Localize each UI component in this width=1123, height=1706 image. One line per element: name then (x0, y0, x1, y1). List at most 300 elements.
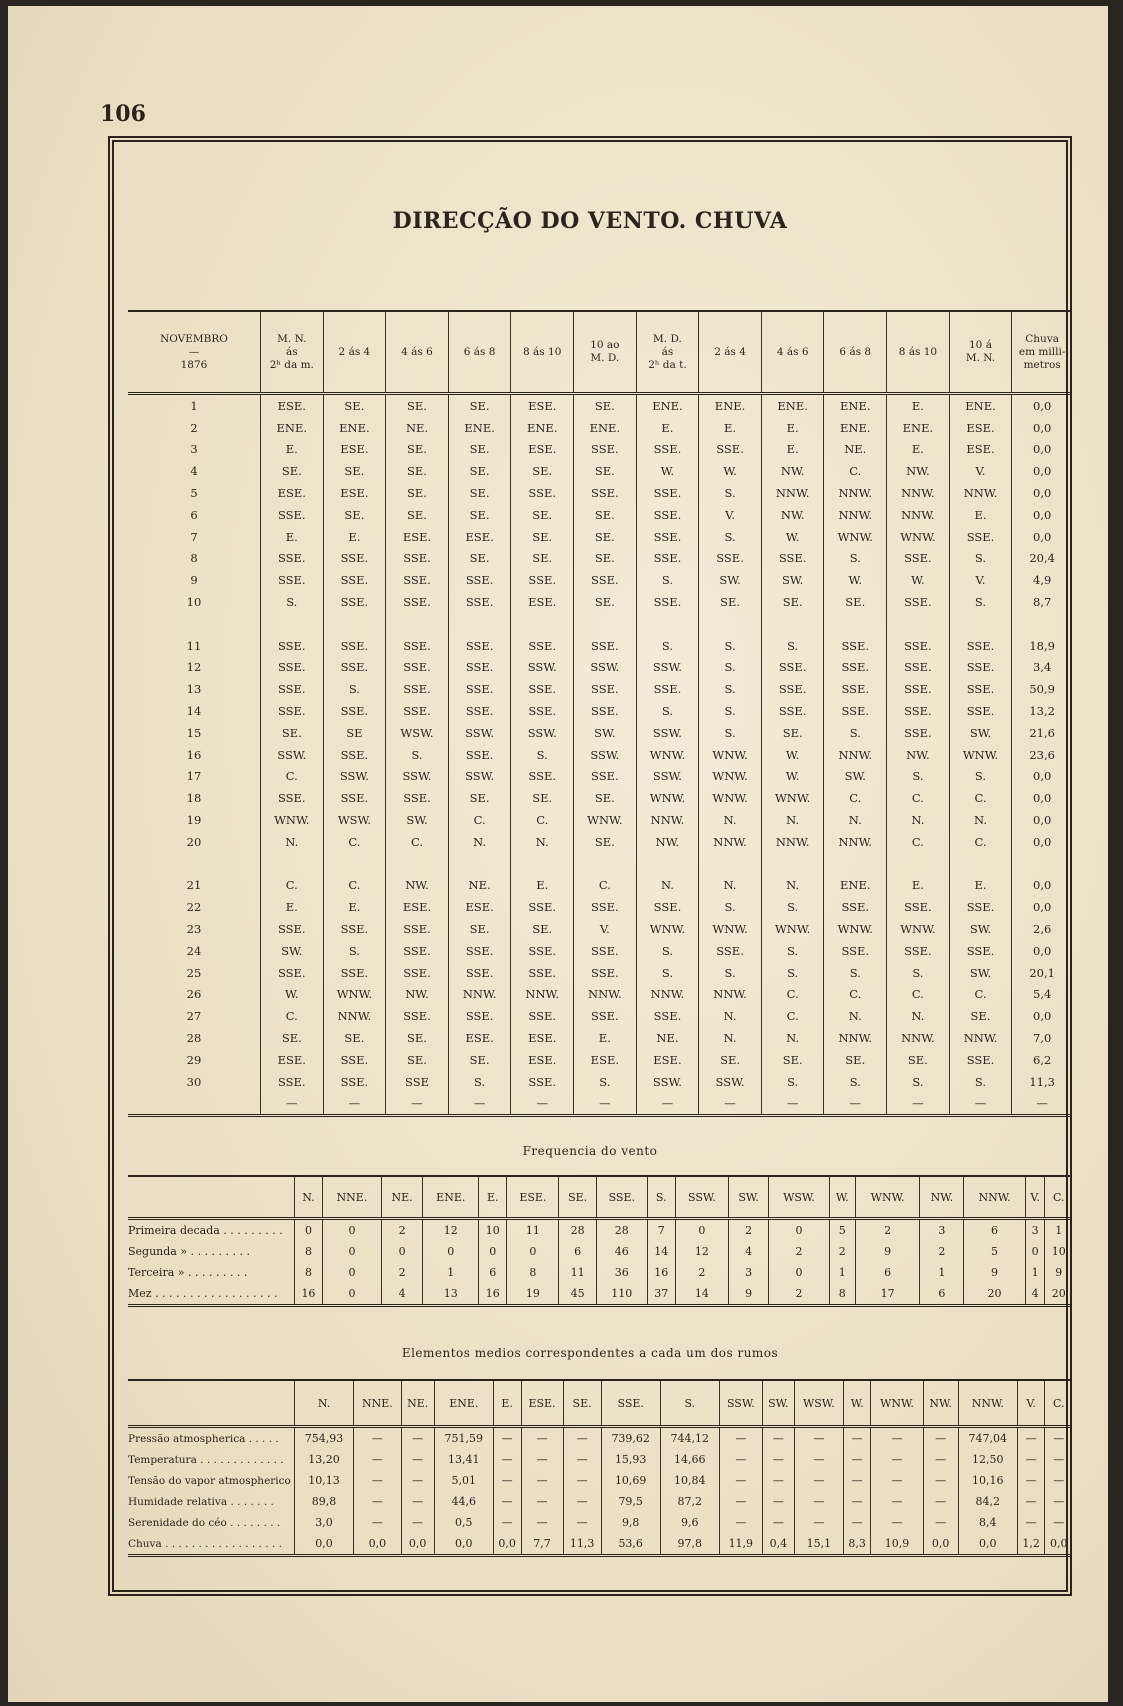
value-cell: — (401, 1512, 434, 1533)
wind-cell: SE. (448, 1049, 511, 1071)
spacer-cell (761, 613, 824, 635)
direction-header: SSW. (719, 1380, 762, 1427)
wind-cell: SSW. (323, 766, 386, 788)
value-cell: — (354, 1470, 402, 1491)
wind-cell: SW. (949, 918, 1012, 940)
dash-cell: — (887, 1093, 950, 1116)
spacer-cell (761, 853, 824, 875)
wind-cell: C. (574, 875, 637, 897)
value-cell: 19 (507, 1283, 559, 1306)
header-col12: 10 á M. N. (949, 311, 1012, 394)
wind-cell: C. (949, 787, 1012, 809)
spacer-cell (448, 853, 511, 875)
wind-cell: SSE. (386, 940, 449, 962)
day-row (128, 504, 1072, 526)
wind-cell: S. (761, 635, 824, 657)
wind-cell: SE. (761, 591, 824, 613)
day-cell: 29 (186, 1052, 202, 1067)
spacer-cell (1012, 613, 1072, 635)
wind-cell: S. (636, 940, 699, 962)
wind-cell: SE. (448, 482, 511, 504)
wind-cell: SSE. (574, 1005, 637, 1027)
value-cell: 3 (920, 1219, 964, 1242)
wind-cell: WNW. (699, 744, 762, 766)
day-row (128, 875, 1072, 897)
elements-row (128, 1533, 1072, 1556)
wind-cell: W. (761, 526, 824, 548)
wind-cell: SSE. (699, 548, 762, 570)
day-row (128, 896, 1072, 918)
value-cell: 110 (596, 1283, 647, 1306)
direction-header: N. (295, 1176, 323, 1219)
direction-header: S. (660, 1380, 719, 1427)
direction-header: SW. (762, 1380, 794, 1427)
wind-cell: E. (260, 526, 323, 548)
day-row (128, 809, 1072, 831)
value-cell: — (563, 1512, 601, 1533)
wind-cell: SSE. (887, 940, 950, 962)
dash-cell: — (761, 1093, 824, 1116)
wind-cell: SW. (260, 940, 323, 962)
wind-cell: C. (824, 460, 887, 482)
wind-direction-table (128, 310, 1072, 1117)
wind-cell: SE. (323, 460, 386, 482)
wind-cell: SSE. (761, 548, 824, 570)
dash-row (128, 1093, 1072, 1116)
wind-cell: SSE. (887, 722, 950, 744)
frequency-row (128, 1241, 1072, 1262)
value-cell: — (794, 1449, 843, 1470)
value-cell: 36 (596, 1262, 647, 1283)
value-cell: 44,6 (434, 1491, 493, 1512)
value-cell: — (1045, 1470, 1072, 1491)
wind-cell: ESE. (448, 896, 511, 918)
wind-cell: WNW. (824, 918, 887, 940)
value-cell: — (521, 1427, 563, 1450)
value-cell: — (794, 1512, 843, 1533)
day-cell: 20 (186, 834, 202, 849)
wind-cell: SE. (824, 1049, 887, 1071)
wind-cell: SSE. (824, 700, 887, 722)
wind-cell: SSE. (699, 940, 762, 962)
value-cell: — (493, 1491, 521, 1512)
day-row (128, 940, 1072, 962)
direction-header: E. (479, 1176, 507, 1219)
value-cell: 97,8 (660, 1533, 719, 1556)
day-cell: 28 (186, 1031, 202, 1045)
wind-cell: SE. (260, 722, 323, 744)
wind-cell: SSE. (574, 896, 637, 918)
elements-row (128, 1512, 1072, 1533)
wind-cell: WNW. (699, 766, 762, 788)
rain-cell: 2,6 (1012, 918, 1072, 940)
value-cell: — (762, 1512, 794, 1533)
value-cell: 1 (423, 1262, 479, 1283)
wind-cell: SSW. (574, 744, 637, 766)
direction-header: E. (493, 1380, 521, 1427)
dash-cell: — (1012, 1093, 1072, 1116)
wind-cell: C. (887, 787, 950, 809)
value-cell: 0,0 (958, 1533, 1017, 1556)
value-cell: — (401, 1449, 434, 1470)
value-cell: — (521, 1470, 563, 1491)
value-cell: — (1017, 1427, 1045, 1450)
day-cell: 11 (186, 638, 202, 653)
wind-cell: E. (949, 504, 1012, 526)
wind-cell: C. (448, 809, 511, 831)
value-cell: 0,4 (762, 1533, 794, 1556)
rain-cell: 0,0 (1012, 1005, 1072, 1027)
wind-cell: E. (887, 394, 950, 417)
value-cell: — (1017, 1470, 1045, 1491)
value-cell: — (563, 1491, 601, 1512)
value-cell: — (762, 1427, 794, 1450)
wind-cell: SSE. (636, 896, 699, 918)
frequency-label-header (128, 1176, 295, 1219)
wind-cell: WNW. (323, 984, 386, 1006)
value-cell: 0,0 (295, 1533, 354, 1556)
wind-cell: SSE. (448, 591, 511, 613)
wind-cell: SE. (574, 591, 637, 613)
spacer-cell (949, 613, 1012, 635)
wind-cell: C. (949, 984, 1012, 1006)
wind-cell: ENE. (323, 417, 386, 439)
day-cell: 8 (190, 551, 198, 566)
wind-cell: SSE. (887, 700, 950, 722)
value-cell: 0 (295, 1219, 323, 1242)
wind-cell: NE. (448, 875, 511, 897)
wind-cell: NNW. (887, 504, 950, 526)
value-cell: 6 (855, 1262, 920, 1283)
spacer-cell (323, 613, 386, 635)
wind-cell: ESE. (511, 439, 574, 461)
wind-cell: SSE. (260, 962, 323, 984)
day-cell: 25 (186, 965, 202, 980)
wind-cell: ESE. (636, 1049, 699, 1071)
value-cell: 10,13 (295, 1470, 354, 1491)
day-cell: 12 (186, 660, 202, 675)
row-label: Segunda » . . . . . . . . . (128, 1245, 251, 1258)
value-cell: — (843, 1512, 871, 1533)
spacer-cell (386, 613, 449, 635)
value-cell: — (563, 1427, 601, 1450)
value-cell: 13 (423, 1283, 479, 1306)
wind-cell: S. (699, 657, 762, 679)
wind-cell: SSE. (323, 657, 386, 679)
wind-cell: SSE. (887, 657, 950, 679)
row-label: Tensão do vapor atmospherico (128, 1474, 291, 1487)
wind-cell: NNW. (448, 984, 511, 1006)
wind-cell: ESE. (574, 1049, 637, 1071)
rain-cell: 0,0 (1012, 875, 1072, 897)
wind-cell: SSE. (386, 591, 449, 613)
value-cell: 2 (382, 1262, 423, 1283)
value-cell: — (1045, 1512, 1072, 1533)
value-cell: 28 (596, 1219, 647, 1242)
wind-cell: SSE. (761, 657, 824, 679)
wind-cell: SE. (699, 1049, 762, 1071)
value-cell: 9 (855, 1241, 920, 1262)
value-cell: 11,3 (563, 1533, 601, 1556)
value-cell: — (493, 1512, 521, 1533)
value-cell: — (1017, 1449, 1045, 1470)
wind-cell: W. (824, 569, 887, 591)
value-cell: 5 (964, 1241, 1026, 1262)
rain-cell: 0,0 (1012, 896, 1072, 918)
wind-cell: SSE. (260, 787, 323, 809)
wind-cell: N. (949, 809, 1012, 831)
value-cell: 8,4 (958, 1512, 1017, 1533)
wind-cell: SSE. (574, 482, 637, 504)
wind-cell: SSW. (386, 766, 449, 788)
dash-cell: — (511, 1093, 574, 1116)
value-cell: 10,69 (601, 1470, 660, 1491)
value-cell: 16 (295, 1283, 323, 1306)
wind-cell: SSE. (448, 1005, 511, 1027)
wind-cell: SSE. (511, 940, 574, 962)
wind-cell: ESE. (511, 1027, 574, 1049)
header-col10: 6 ás 8 (824, 311, 887, 394)
value-cell: — (493, 1449, 521, 1470)
rain-cell: 23,6 (1012, 744, 1072, 766)
row-label: Mez . . . . . . . . . . . . . . . . . . (128, 1283, 295, 1306)
value-cell: 12 (675, 1241, 729, 1262)
value-cell: 0,0 (401, 1533, 434, 1556)
value-cell: — (719, 1427, 762, 1450)
wind-cell: SSE. (824, 896, 887, 918)
wind-cell: SSW. (636, 766, 699, 788)
value-cell: 14,66 (660, 1449, 719, 1470)
wind-cell: S. (574, 1071, 637, 1093)
wind-cell: SE. (887, 1049, 950, 1071)
elements-label-header (128, 1380, 295, 1427)
wind-cell: SSW. (511, 657, 574, 679)
rain-cell: 4,9 (1012, 569, 1072, 591)
wind-cell: S. (949, 591, 1012, 613)
value-cell: 744,12 (660, 1427, 719, 1450)
value-cell: 1,2 (1017, 1533, 1045, 1556)
spacer-cell (260, 613, 323, 635)
wind-cell: S. (386, 744, 449, 766)
day-row (128, 831, 1072, 853)
spacer-cell (636, 613, 699, 635)
value-cell: 1 (829, 1262, 855, 1283)
wind-cell: SSE. (260, 700, 323, 722)
wind-cell: SE. (949, 1005, 1012, 1027)
direction-header: WNW. (855, 1176, 920, 1219)
wind-cell: SSE. (824, 678, 887, 700)
wind-cell: N. (887, 809, 950, 831)
header-col2: 2 ás 4 (323, 311, 386, 394)
wind-cell: C. (887, 984, 950, 1006)
wind-cell: SSE. (949, 1049, 1012, 1071)
wind-cell: NW. (386, 875, 449, 897)
day-cell: 7 (190, 529, 198, 544)
value-cell: — (1045, 1427, 1072, 1450)
wind-cell: E. (511, 875, 574, 897)
day-cell: 21 (186, 878, 202, 893)
wind-cell: E. (636, 417, 699, 439)
wind-cell: WNW. (636, 787, 699, 809)
wind-cell: SSW. (511, 722, 574, 744)
wind-cell: SSE. (574, 700, 637, 722)
spacer-cell (574, 613, 637, 635)
wind-cell: SSE. (323, 787, 386, 809)
value-cell: — (563, 1470, 601, 1491)
wind-cell: SE. (574, 548, 637, 570)
day-cell: 24 (186, 943, 202, 958)
value-cell: 0 (675, 1219, 729, 1242)
value-cell: 3,0 (295, 1512, 354, 1533)
value-cell: 20 (964, 1283, 1026, 1306)
wind-cell: SE. (511, 548, 574, 570)
value-cell: 0,5 (434, 1512, 493, 1533)
direction-header: NW. (920, 1176, 964, 1219)
rain-cell: 0,0 (1012, 504, 1072, 526)
wind-cell: SSW. (448, 722, 511, 744)
day-cell: 10 (186, 595, 202, 610)
wind-cell: WNW. (636, 744, 699, 766)
wind-cell: N. (636, 875, 699, 897)
value-cell: 747,04 (958, 1427, 1017, 1450)
header-col6: 10 ao M. D. (574, 311, 637, 394)
direction-header: ENE. (434, 1380, 493, 1427)
wind-cell: S. (699, 678, 762, 700)
day-cell: 27 (186, 1009, 202, 1024)
main-table-body (128, 394, 1072, 1116)
wind-cell: S. (824, 962, 887, 984)
wind-cell: ESE. (386, 526, 449, 548)
direction-header: W. (829, 1176, 855, 1219)
value-cell: — (401, 1491, 434, 1512)
wind-cell: SSE. (574, 569, 637, 591)
day-cell: 19 (186, 813, 202, 828)
wind-cell: WNW. (699, 787, 762, 809)
day-cell: 26 (186, 987, 202, 1002)
rain-cell: 0,0 (1012, 439, 1072, 461)
value-cell: — (521, 1512, 563, 1533)
value-cell: 0 (322, 1283, 381, 1306)
spacer-cell (887, 853, 950, 875)
wind-cell: E. (949, 875, 1012, 897)
wind-cell: SE. (386, 460, 449, 482)
wind-cell: SW. (386, 809, 449, 831)
day-cell: 4 (190, 464, 198, 479)
wind-cell: N. (887, 1005, 950, 1027)
wind-cell: SSW. (448, 766, 511, 788)
wind-cell: S. (949, 1071, 1012, 1093)
wind-cell: SE. (260, 460, 323, 482)
value-cell: — (762, 1491, 794, 1512)
wind-cell: S. (699, 722, 762, 744)
wind-cell: SSE. (636, 526, 699, 548)
rain-cell: 50,9 (1012, 678, 1072, 700)
wind-cell: NW. (761, 504, 824, 526)
wind-cell: ESE. (260, 394, 323, 417)
rain-cell: 0,0 (1012, 787, 1072, 809)
wind-cell: SSE. (887, 591, 950, 613)
value-cell: — (923, 1427, 958, 1450)
wind-cell: E. (260, 439, 323, 461)
value-cell: — (923, 1470, 958, 1491)
wind-cell: ENE. (260, 417, 323, 439)
value-cell: 2 (729, 1219, 769, 1242)
wind-cell: SSE. (636, 591, 699, 613)
wind-cell: SSE. (386, 657, 449, 679)
value-cell: 11 (559, 1262, 596, 1283)
day-cell: 23 (186, 922, 202, 937)
wind-cell: SE. (386, 439, 449, 461)
spacer-row (128, 613, 1072, 635)
wind-cell: SSE. (386, 918, 449, 940)
wind-cell: SSE. (511, 766, 574, 788)
wind-cell: S. (824, 1071, 887, 1093)
value-cell: — (521, 1449, 563, 1470)
elements-header-row (128, 1380, 1072, 1427)
value-cell: 754,93 (295, 1427, 354, 1450)
wind-cell: SSE. (448, 962, 511, 984)
direction-header: NE. (382, 1176, 423, 1219)
day-cell: 15 (186, 725, 202, 740)
value-cell: 2 (769, 1241, 830, 1262)
dash-cell: — (636, 1093, 699, 1116)
value-cell: 11,9 (719, 1533, 762, 1556)
value-cell: 2 (382, 1219, 423, 1242)
header-col11: 8 ás 10 (887, 311, 950, 394)
wind-cell: SSE. (323, 1071, 386, 1093)
wind-cell: SW. (949, 962, 1012, 984)
spacer-cell (574, 853, 637, 875)
wind-cell: ENE. (949, 394, 1012, 417)
wind-cell: SSE. (574, 635, 637, 657)
value-cell: 46 (596, 1241, 647, 1262)
wind-cell: SSE. (949, 657, 1012, 679)
wind-cell: SE. (511, 918, 574, 940)
wind-cell: NNW. (824, 504, 887, 526)
wind-cell: N. (699, 1027, 762, 1049)
direction-header: NW. (923, 1380, 958, 1427)
value-cell: 20 (1045, 1283, 1072, 1306)
wind-cell: WNW. (574, 809, 637, 831)
wind-cell: WNW. (761, 787, 824, 809)
wind-cell: SE. (761, 1049, 824, 1071)
rain-cell: 7,0 (1012, 1027, 1072, 1049)
wind-cell: N. (824, 1005, 887, 1027)
wind-cell: N. (824, 809, 887, 831)
wind-cell: SSE. (323, 569, 386, 591)
wind-cell: C. (260, 766, 323, 788)
wind-cell: E. (260, 896, 323, 918)
wind-cell: NNW. (824, 831, 887, 853)
wind-cell: S. (699, 896, 762, 918)
wind-cell: SSE. (511, 635, 574, 657)
wind-cell: SSE. (323, 548, 386, 570)
wind-cell: SE. (511, 460, 574, 482)
wind-cell: C. (260, 1005, 323, 1027)
wind-cell: SE. (386, 1027, 449, 1049)
value-cell: 0 (423, 1241, 479, 1262)
value-cell: 89,8 (295, 1491, 354, 1512)
wind-cell: ESE. (260, 482, 323, 504)
frequency-row (128, 1283, 1072, 1306)
day-row (128, 787, 1072, 809)
wind-cell: SE. (260, 1027, 323, 1049)
wind-cell: C. (824, 787, 887, 809)
day-cell: 6 (190, 507, 198, 522)
wind-cell: WNW. (761, 918, 824, 940)
direction-header: NNW. (958, 1380, 1017, 1427)
value-cell: — (401, 1427, 434, 1450)
